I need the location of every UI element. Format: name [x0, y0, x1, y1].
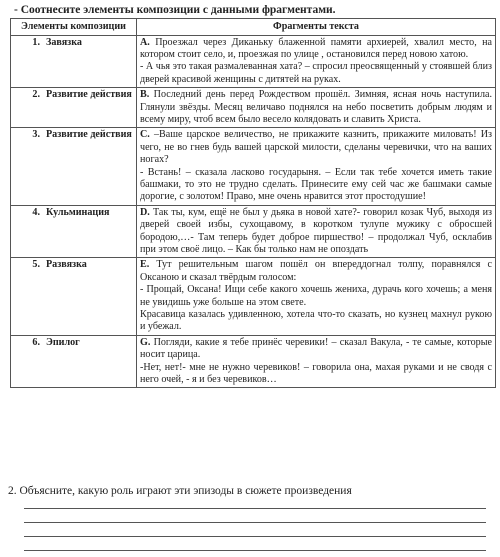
row-number: 4.: [32, 206, 40, 218]
fragment-text: Так ты, кум, ещё не был у дьяка в новой хате?- говорил козак Чуб, выходя из дверей своей избы, сухощавому, в коротком тулупе мужику с обросшей бородою,…- Там теперь будет доброе пиршество! – продолжал Чуб, осклабив при этом своё лицо. – Как бы только нам не опоздать: [140, 206, 492, 255]
composition-element: [11, 128, 137, 205]
header-elements: Элементы композиции: [11, 19, 137, 36]
composition-element: [11, 335, 137, 388]
fragment-letter: E.: [140, 259, 150, 271]
element-name: Эпилог: [46, 336, 80, 348]
table-row: [11, 205, 496, 258]
element-name: Развитие действия: [46, 89, 132, 101]
composition-table: [10, 18, 496, 388]
table-row: [11, 35, 496, 88]
answer-line-4: [24, 550, 486, 551]
text-fragment: [137, 88, 496, 128]
composition-element: [11, 205, 137, 258]
fragment-text: –Ваше царское величество, не прикажите казнить, прикажите миловать! Из чего, не во гнев будь вашей царской милости, сделаны черевички, что на ваших ногах? - Встань! – сказала ласково государыня. – Если так тебе хочется иметь такие башмаки, то это не трудно сделать. Принесите ему сей час же башмаки самые дорогие, с золотом! Право, мне очень нравится этот простодушие!: [140, 129, 492, 203]
fragment-text: Последний день перед Рождеством прошёл. Зимняя, ясная ночь наступила. Глянули звёзды. Месяц величаво поднялся на небо посветить добрым людям и всему миру, чтоб всем было весело колядовать и славить Христа.: [140, 89, 492, 125]
text-fragment: [137, 35, 496, 88]
text-fragment: [137, 128, 496, 205]
text-fragment: [137, 258, 496, 335]
row-number: 6.: [32, 336, 40, 348]
fragment-letter: В.: [140, 89, 150, 101]
composition-element: [11, 88, 137, 128]
element-name: Развитие действия: [46, 129, 132, 141]
element-name: Развязка: [46, 259, 87, 271]
fragment-text: Погляди, какие я тебе принёс черевики! – сказал Вакула, - те самые, которые носит царица. -Нет, нет!- мне не нужно черевиков! – говорила она, махая руками и не сводя с него очей, - я и без черевиков…: [140, 336, 492, 386]
text-fragment: [137, 205, 496, 258]
row-number: 1.: [32, 36, 40, 48]
fragment-letter: С.: [140, 129, 150, 141]
row-number: 3.: [32, 129, 40, 141]
answer-line-1: [24, 508, 486, 509]
element-name: Завязка: [46, 36, 82, 48]
task-1-instruction: - Соотнесите элементы композиции с данными фрагментами.: [14, 4, 336, 16]
text-fragment: [137, 335, 496, 388]
answer-line-3: [24, 536, 486, 537]
composition-element: [11, 258, 137, 335]
row-number: 2.: [32, 89, 40, 101]
table-row: [11, 258, 496, 335]
task-2-question: 2. Объясните, какую роль играют эти эпизоды в сюжете произведения: [8, 485, 352, 497]
header-fragments: Фрагменты текста: [137, 19, 496, 36]
row-number: 5.: [32, 259, 40, 271]
fragment-text: Тут решительным шагом пошёл он впереддогнал толпу, поравнялся с Оксаною и сказал твёрдым голосом: - Прощай, Оксана! Ищи себе какого хочешь жениха, дурачь кого хочешь; а меня не увидишь уже больше на этом свете. Красавица казалась удивленною, хотела что-то сказать, но кузнец махнул рукою и убежал.: [140, 259, 492, 333]
table-header-row: [11, 19, 496, 36]
answer-line-2: [24, 522, 486, 523]
fragment-letter: А.: [140, 36, 150, 48]
table-row: [11, 335, 496, 388]
table-row: [11, 128, 496, 205]
element-name: Кульминация: [46, 206, 110, 218]
table-row: [11, 88, 496, 128]
fragment-text: Проезжал через Диканьку блаженной памяти архиерей, хвалил место, на котором стоит село, и, проезжая по улице , остановился перед новою хатою. - А чья это такая размалеванная хата? – спросил преосвященный у стоявшей близ дверей красивой женщины с дитятей на руках.: [140, 36, 492, 85]
fragment-letter: G.: [140, 336, 151, 348]
fragment-letter: D.: [140, 206, 150, 218]
composition-element: [11, 35, 137, 88]
